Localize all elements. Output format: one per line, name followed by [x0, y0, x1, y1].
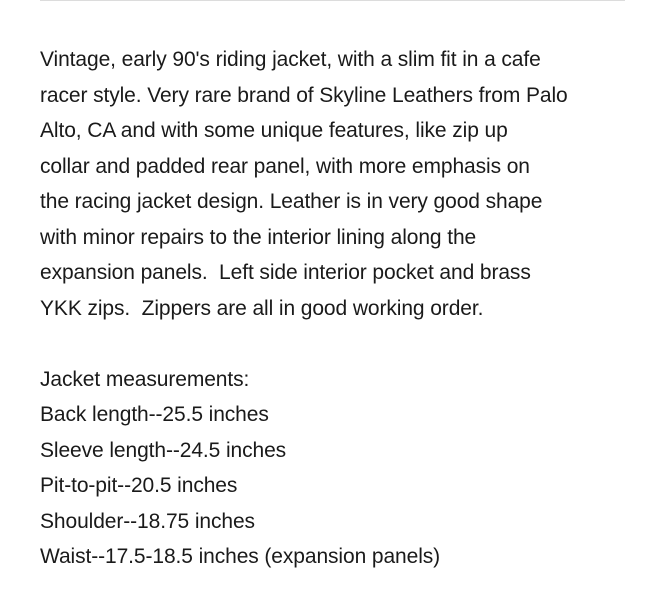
description-line-2: racer style. Very rare brand of Skyline Leathers from Palo — [40, 83, 568, 107]
measurement-back-length: Back length--25.5 inches — [40, 403, 269, 426]
top-divider — [40, 0, 625, 1]
description-line-8: YKK zips. Zippers are all in good working order. — [40, 296, 484, 320]
description-line-7: expansion panels. Left side interior pocket and brass — [40, 261, 531, 284]
listing-description — [40, 42, 640, 575]
measurements-heading: Jacket measurements: — [40, 367, 250, 391]
paragraph-spacer — [40, 326, 640, 362]
description-line-1: Vintage, early 90's riding jacket, with a slim fit in a cafe — [40, 48, 541, 71]
description-line-6: with minor repairs to the interior lining along the — [40, 225, 477, 249]
measurement-pit-to-pit: Pit-to-pit--20.5 inches — [40, 474, 238, 497]
description-line-3: Alto, CA and with some unique features, like zip up — [40, 119, 508, 142]
measurement-sleeve-length: Sleeve length--24.5 inches — [40, 438, 287, 462]
description-line-4: collar and padded rear panel, with more emphasis on — [40, 154, 530, 178]
description-line-5: the racing jacket design. Leather is in very good shape — [40, 190, 543, 213]
measurement-waist: Waist--17.5-18.5 inches (expansion panels) — [40, 545, 441, 568]
measurement-shoulder: Shoulder--18.75 inches — [40, 509, 255, 533]
